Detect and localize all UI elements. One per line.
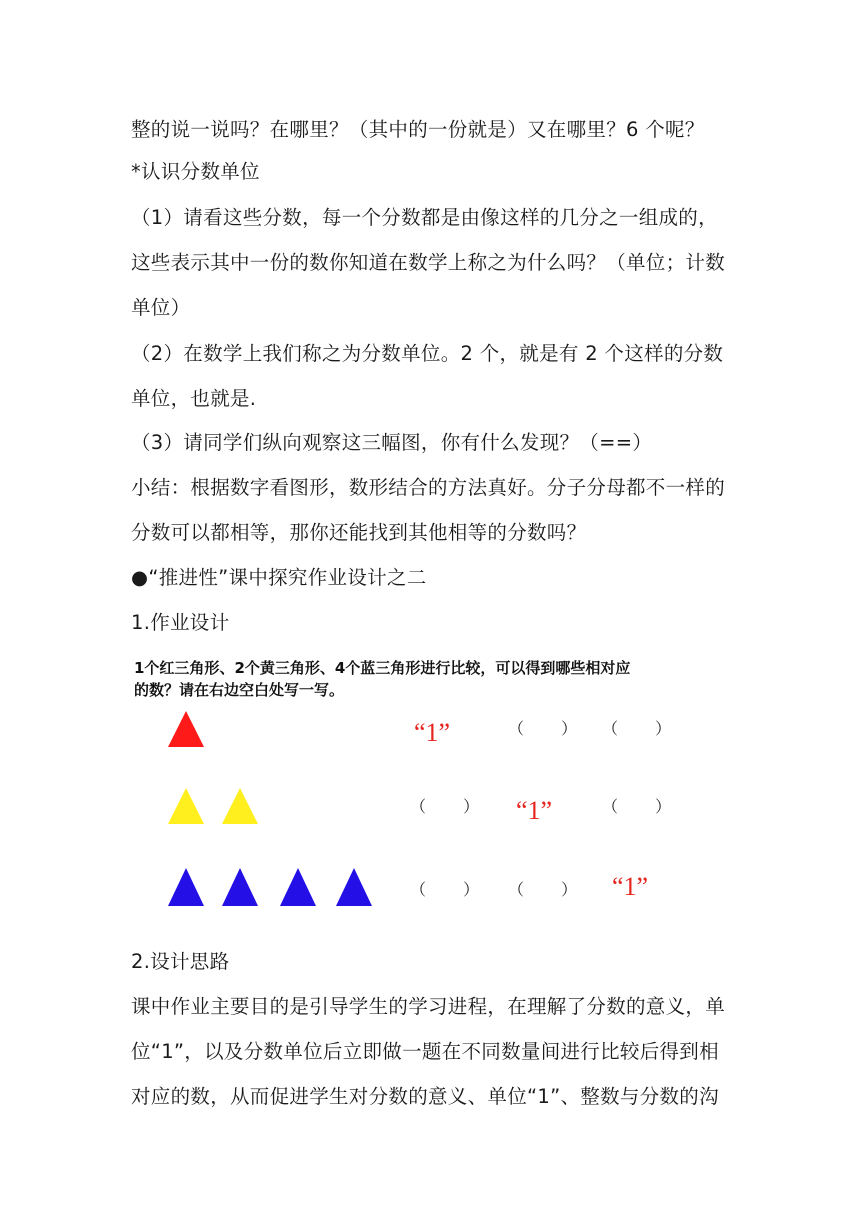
- answer-blank: （ ）: [508, 719, 594, 738]
- blue-triangle: [220, 866, 260, 908]
- text-line: 分数可以都相等，那你还能找到其他相等的分数吗？: [131, 521, 587, 544]
- text-line: 这些表示其中一份的数你知道在数学上称之为什么吗？（单位；计数: [131, 251, 726, 274]
- exercise-figure: [128, 652, 728, 922]
- figure-caption: 1个红三角形、2个黄三角形、4个蓝三角形进行比较，可以得到哪些相对应: [134, 659, 631, 677]
- unit-one-label: “1”: [516, 796, 553, 825]
- red-triangle: [166, 709, 206, 749]
- section-heading: 2.设计思路: [131, 950, 230, 973]
- blue-triangle: [334, 866, 374, 908]
- blue-triangle: [278, 866, 318, 908]
- text-line: （1）请看这些分数，每一个分数都是由像这样的几分之一组成的，: [131, 206, 718, 229]
- unit-one-label: “1”: [612, 872, 649, 901]
- blue-triangle: [166, 866, 206, 908]
- text-line: 对应的数，从而促进学生对分数的意义、单位“1”、整数与分数的沟: [131, 1085, 719, 1108]
- section-heading: ●“推进性”课中探究作业设计之二: [131, 566, 427, 589]
- answer-blank: （ ）: [410, 880, 496, 899]
- text-line: （2）在数学上我们称之为分数单位。2 个，就是有 2 个这样的分数: [131, 342, 724, 365]
- text-line: *认识分数单位: [131, 160, 260, 183]
- text-line: 整的说一说吗？在哪里？（其中的一份就是）又在哪里？6 个呢？: [131, 118, 705, 141]
- answer-blank: （ ）: [602, 797, 688, 816]
- text-line: 位“1”，以及分数单位后立即做一题在不同数量间进行比较后得到相: [131, 1040, 719, 1063]
- unit-one-label: “1”: [414, 718, 451, 747]
- text-line: 单位）: [131, 296, 191, 319]
- text-line: 课中作业主要目的是引导学生的学习进程，在理解了分数的意义，单: [131, 995, 726, 1018]
- text-line: 小结：根据数字看图形，数形结合的方法真好。分子分母都不一样的: [131, 476, 726, 499]
- text-line: 单位，也就是.: [131, 387, 257, 410]
- answer-blank: （ ）: [410, 797, 496, 816]
- answer-blank: （ ）: [602, 719, 688, 738]
- yellow-triangle: [220, 786, 260, 826]
- text-line: （3）请同学们纵向观察这三幅图，你有什么发现？（==）: [131, 431, 653, 454]
- section-heading: 1.作业设计: [131, 611, 230, 634]
- answer-blank: （ ）: [508, 880, 594, 899]
- yellow-triangle: [166, 786, 206, 826]
- figure-caption: 的数？请在右边空白处写一写。: [134, 681, 345, 699]
